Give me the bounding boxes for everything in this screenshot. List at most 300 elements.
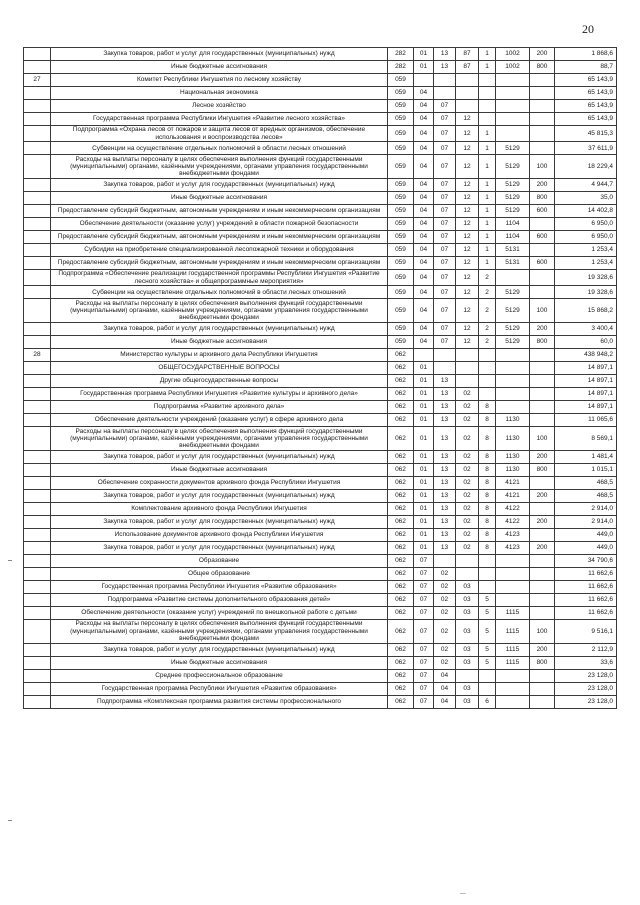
table-row	[24, 541, 617, 554]
code-grbs-cell: 059	[388, 126, 414, 142]
code-grbs-cell: 062	[388, 528, 414, 541]
row-number-cell	[24, 476, 51, 489]
code-section-cell: 07	[414, 669, 434, 682]
table-row	[24, 554, 617, 567]
item-name-cell: Субвенции на осуществление отдельных полномочий в области лесных отношений	[51, 286, 388, 299]
code-subprogram-cell: 1	[479, 178, 496, 191]
code-direction-cell	[496, 567, 530, 580]
item-name-cell: Закупка товаров, работ и услуг для государственных (муниципальных) нужд	[51, 178, 388, 191]
code-subprogram-cell: 1	[479, 230, 496, 243]
code-section-cell: 04	[414, 299, 434, 323]
table-row	[24, 286, 617, 299]
table-row	[24, 489, 617, 502]
item-name-cell: Предоставление субсидий бюджетным, автономным учреждениям и иным некоммерческим организациям	[51, 204, 388, 217]
code-section-cell: 01	[414, 541, 434, 554]
code-subprogram-cell	[479, 682, 496, 695]
code-section-cell: 04	[414, 155, 434, 179]
code-grbs-cell: 059	[388, 155, 414, 179]
code-program-cell: 03	[456, 580, 479, 593]
code-direction-cell: 1002	[496, 48, 530, 61]
code-grbs-cell: 059	[388, 87, 414, 100]
code-grbs-cell: 059	[388, 74, 414, 87]
row-number-cell	[24, 204, 51, 217]
code-section-cell: 04	[414, 87, 434, 100]
code-grbs-cell: 062	[388, 463, 414, 476]
row-number-cell	[24, 567, 51, 580]
amount-cell: 11 662,6	[555, 580, 617, 593]
code-grbs-cell: 062	[388, 593, 414, 606]
table-row	[24, 656, 617, 669]
table-row	[24, 400, 617, 413]
item-name-cell: Другие общегосударственные вопросы	[51, 374, 388, 387]
code-direction-cell	[496, 348, 530, 361]
code-grbs-cell: 062	[388, 387, 414, 400]
code-subprogram-cell	[479, 74, 496, 87]
code-subprogram-cell	[479, 554, 496, 567]
code-subsection-cell: 07	[434, 322, 456, 335]
code-direction-cell	[496, 74, 530, 87]
amount-cell: 6 950,0	[555, 230, 617, 243]
code-direction-cell: 5129	[496, 322, 530, 335]
code-direction-cell	[496, 100, 530, 113]
amount-cell: 23 128,0	[555, 695, 617, 708]
table-row	[24, 515, 617, 528]
row-number-cell	[24, 413, 51, 426]
code-program-cell: 02	[456, 450, 479, 463]
amount-cell: 11 662,6	[555, 606, 617, 619]
code-direction-cell	[496, 113, 530, 126]
code-program-cell: 03	[456, 682, 479, 695]
item-name-cell: Закупка товаров, работ и услуг для государственных (муниципальных) нужд	[51, 48, 388, 61]
code-expense-type-cell: 800	[530, 61, 555, 74]
code-subsection-cell: 13	[434, 61, 456, 74]
table-row	[24, 593, 617, 606]
code-grbs-cell: 059	[388, 191, 414, 204]
item-name-cell: Государственная программа Республики Ингушетия «Развитие лесного хозяйства»	[51, 113, 388, 126]
code-expense-type-cell	[530, 374, 555, 387]
code-section-cell: 01	[414, 515, 434, 528]
item-name-cell: Использование документов архивного фонда Республики Ингушетия	[51, 528, 388, 541]
item-name-cell: Субвенции на осуществление отдельных полномочий в области лесных отношений	[51, 142, 388, 155]
code-grbs-cell: 282	[388, 48, 414, 61]
code-expense-type-cell: 200	[530, 178, 555, 191]
code-subsection-cell	[434, 348, 456, 361]
code-expense-type-cell	[530, 87, 555, 100]
code-grbs-cell: 062	[388, 515, 414, 528]
amount-cell: 14 897,1	[555, 374, 617, 387]
code-subsection-cell: 13	[434, 502, 456, 515]
code-subsection-cell: 13	[434, 541, 456, 554]
table-row	[24, 113, 617, 126]
amount-cell: 18 229,4	[555, 155, 617, 179]
code-section-cell: 04	[414, 286, 434, 299]
code-direction-cell: 1115	[496, 619, 530, 643]
code-subprogram-cell: 8	[479, 413, 496, 426]
code-program-cell: 02	[456, 426, 479, 450]
table-row	[24, 387, 617, 400]
item-name-cell: Обеспечение деятельности (оказание услуг) учреждений в области пожарной безопасности	[51, 217, 388, 230]
item-name-cell: Среднее профессиональное образование	[51, 669, 388, 682]
code-grbs-cell: 059	[388, 335, 414, 348]
code-subsection-cell	[434, 74, 456, 87]
code-subsection-cell: 13	[434, 515, 456, 528]
code-subsection-cell: 07	[434, 335, 456, 348]
row-number-cell	[24, 191, 51, 204]
code-section-cell: 07	[414, 554, 434, 567]
row-number-cell	[24, 286, 51, 299]
code-subsection-cell	[434, 87, 456, 100]
table-row	[24, 567, 617, 580]
amount-cell: 11 662,6	[555, 593, 617, 606]
code-direction-cell: 1130	[496, 450, 530, 463]
row-number-cell	[24, 593, 51, 606]
code-subprogram-cell: 2	[479, 269, 496, 285]
code-subsection-cell: 07	[434, 299, 456, 323]
code-expense-type-cell	[530, 126, 555, 142]
code-section-cell: 01	[414, 476, 434, 489]
amount-cell: 6 950,0	[555, 217, 617, 230]
code-direction-cell: 1130	[496, 463, 530, 476]
code-grbs-cell: 059	[388, 230, 414, 243]
code-direction-cell: 5131	[496, 243, 530, 256]
code-subprogram-cell: 8	[479, 489, 496, 502]
code-subsection-cell: 07	[434, 230, 456, 243]
table-row	[24, 230, 617, 243]
item-name-cell: Субсидии на приобретение специализированной лесопожарной техники и оборудования	[51, 243, 388, 256]
code-section-cell: 04	[414, 256, 434, 269]
code-section-cell: 07	[414, 643, 434, 656]
code-section-cell: 01	[414, 426, 434, 450]
code-expense-type-cell: 800	[530, 191, 555, 204]
code-program-cell: 12	[456, 217, 479, 230]
code-section-cell: 07	[414, 619, 434, 643]
amount-cell: 11 662,6	[555, 567, 617, 580]
code-expense-type-cell	[530, 554, 555, 567]
code-direction-cell	[496, 593, 530, 606]
code-grbs-cell: 062	[388, 580, 414, 593]
item-name-cell: Закупка товаров, работ и услуг для государственных (муниципальных) нужд	[51, 643, 388, 656]
amount-cell: 2 112,9	[555, 643, 617, 656]
table-row	[24, 348, 617, 361]
code-subsection-cell: 07	[434, 100, 456, 113]
code-expense-type-cell	[530, 476, 555, 489]
code-program-cell: 12	[456, 322, 479, 335]
item-name-cell: Обеспечение деятельности (оказание услуг) учреждений по внешкольной работе с детьми	[51, 606, 388, 619]
code-direction-cell: 5129	[496, 155, 530, 179]
code-program-cell: 03	[456, 643, 479, 656]
code-section-cell: 04	[414, 322, 434, 335]
amount-cell: 35,0	[555, 191, 617, 204]
code-direction-cell: 4121	[496, 476, 530, 489]
code-section-cell: 01	[414, 528, 434, 541]
amount-cell: 11 065,6	[555, 413, 617, 426]
code-section-cell	[414, 348, 434, 361]
code-direction-cell	[496, 361, 530, 374]
code-program-cell: 02	[456, 541, 479, 554]
amount-cell: 1 481,4	[555, 450, 617, 463]
code-grbs-cell: 059	[388, 100, 414, 113]
code-expense-type-cell	[530, 593, 555, 606]
table-row	[24, 178, 617, 191]
code-direction-cell	[496, 269, 530, 285]
table-row	[24, 243, 617, 256]
code-expense-type-cell: 600	[530, 230, 555, 243]
code-subprogram-cell: 1	[479, 48, 496, 61]
row-number-cell: 28	[24, 348, 51, 361]
row-number-cell	[24, 269, 51, 285]
code-expense-type-cell	[530, 606, 555, 619]
code-grbs-cell: 059	[388, 286, 414, 299]
code-subsection-cell: 04	[434, 669, 456, 682]
code-section-cell: 01	[414, 361, 434, 374]
row-number-cell	[24, 100, 51, 113]
code-program-cell: 12	[456, 243, 479, 256]
table-row	[24, 450, 617, 463]
amount-cell: 8 569,1	[555, 426, 617, 450]
item-name-cell: Закупка товаров, работ и услуг для государственных (муниципальных) нужд	[51, 515, 388, 528]
code-subsection-cell: 02	[434, 643, 456, 656]
code-direction-cell	[496, 87, 530, 100]
row-number-cell	[24, 48, 51, 61]
code-direction-cell: 1130	[496, 413, 530, 426]
code-expense-type-cell	[530, 387, 555, 400]
code-subprogram-cell: 1	[479, 61, 496, 74]
item-name-cell: Иные бюджетные ассигнования	[51, 61, 388, 74]
code-expense-type-cell	[530, 682, 555, 695]
table-row	[24, 269, 617, 285]
page-number: 20	[582, 22, 594, 36]
code-subprogram-cell: 2	[479, 299, 496, 323]
code-direction-cell: 1115	[496, 606, 530, 619]
code-direction-cell: 1104	[496, 217, 530, 230]
item-name-cell: Расходы на выплаты персоналу в целях обеспечения выполнения функций государственными (муниципальными) органами, казёнными учреждениями, органами управления государственными внебюджетными фондами	[51, 299, 388, 323]
table-row	[24, 256, 617, 269]
code-section-cell: 04	[414, 178, 434, 191]
code-subprogram-cell: 2	[479, 335, 496, 348]
item-name-cell: Обеспечение деятельности учреждений (оказание услуг) в сфере архивного дела	[51, 413, 388, 426]
code-direction-cell	[496, 554, 530, 567]
code-program-cell: 12	[456, 142, 479, 155]
code-section-cell: 04	[414, 204, 434, 217]
code-expense-type-cell: 600	[530, 256, 555, 269]
item-name-cell: Закупка товаров, работ и услуг для государственных (муниципальных) нужд	[51, 450, 388, 463]
code-subsection-cell: 02	[434, 580, 456, 593]
code-direction-cell	[496, 580, 530, 593]
item-name-cell: Расходы на выплаты персоналу в целях обеспечения выполнения функций государственными (муниципальными) органами, казёнными учреждениями, органами управления государственными внебюджетными фондами	[51, 155, 388, 179]
code-direction-cell: 1115	[496, 656, 530, 669]
code-program-cell: 12	[456, 126, 479, 142]
code-expense-type-cell: 600	[530, 204, 555, 217]
code-subprogram-cell: 8	[479, 463, 496, 476]
row-number-cell	[24, 142, 51, 155]
row-number-cell	[24, 554, 51, 567]
code-section-cell: 01	[414, 48, 434, 61]
item-name-cell: Комплектование архивного фонда Республики Ингушетия	[51, 502, 388, 515]
code-grbs-cell: 059	[388, 299, 414, 323]
code-subprogram-cell: 6	[479, 695, 496, 708]
code-direction-cell	[496, 669, 530, 682]
row-number-cell	[24, 656, 51, 669]
code-expense-type-cell	[530, 669, 555, 682]
row-number-cell	[24, 606, 51, 619]
code-expense-type-cell: 800	[530, 335, 555, 348]
code-section-cell: 04	[414, 269, 434, 285]
code-section-cell: 07	[414, 656, 434, 669]
code-program-cell	[456, 100, 479, 113]
row-number-cell	[24, 387, 51, 400]
amount-cell: 2 914,0	[555, 515, 617, 528]
code-program-cell: 03	[456, 619, 479, 643]
code-direction-cell: 4122	[496, 515, 530, 528]
table-row	[24, 426, 617, 450]
code-expense-type-cell: 100	[530, 155, 555, 179]
amount-cell: 4 944,7	[555, 178, 617, 191]
code-subprogram-cell: 8	[479, 541, 496, 554]
table-row	[24, 217, 617, 230]
code-subprogram-cell: 1	[479, 191, 496, 204]
scan-mark	[460, 893, 466, 894]
code-subprogram-cell	[479, 669, 496, 682]
code-section-cell: 04	[414, 243, 434, 256]
code-grbs-cell: 062	[388, 619, 414, 643]
code-expense-type-cell	[530, 502, 555, 515]
code-subsection-cell: 13	[434, 387, 456, 400]
code-subprogram-cell: 5	[479, 606, 496, 619]
code-program-cell: 12	[456, 230, 479, 243]
row-number-cell	[24, 61, 51, 74]
code-expense-type-cell: 200	[530, 322, 555, 335]
code-section-cell: 04	[414, 230, 434, 243]
row-number-cell	[24, 643, 51, 656]
code-program-cell: 02	[456, 387, 479, 400]
row-number-cell	[24, 299, 51, 323]
item-name-cell: Подпрограмма «Развитие архивного дела»	[51, 400, 388, 413]
row-number-cell	[24, 489, 51, 502]
code-section-cell: 01	[414, 400, 434, 413]
table-row	[24, 87, 617, 100]
code-subsection-cell: 13	[434, 463, 456, 476]
row-number-cell	[24, 256, 51, 269]
code-expense-type-cell: 200	[530, 489, 555, 502]
code-expense-type-cell	[530, 361, 555, 374]
code-expense-type-cell	[530, 695, 555, 708]
code-direction-cell: 1115	[496, 643, 530, 656]
code-subprogram-cell: 1	[479, 204, 496, 217]
code-section-cell: 04	[414, 100, 434, 113]
code-subsection-cell: 07	[434, 142, 456, 155]
code-section-cell: 01	[414, 374, 434, 387]
row-number-cell	[24, 682, 51, 695]
code-direction-cell	[496, 126, 530, 142]
code-program-cell: 03	[456, 695, 479, 708]
item-name-cell: Национальная экономика	[51, 87, 388, 100]
code-subsection-cell: 07	[434, 243, 456, 256]
item-name-cell: Расходы на выплаты персоналу в целях обеспечения выполнения функций государственными (муниципальными) органами, казёнными учреждениями, органами управления государственными внебюджетными фондами	[51, 426, 388, 450]
amount-cell: 3 400,4	[555, 322, 617, 335]
code-grbs-cell: 062	[388, 489, 414, 502]
code-subsection-cell: 02	[434, 567, 456, 580]
code-section-cell: 01	[414, 502, 434, 515]
row-number-cell	[24, 361, 51, 374]
amount-cell: 33,6	[555, 656, 617, 669]
code-program-cell: 02	[456, 489, 479, 502]
code-section-cell	[414, 74, 434, 87]
code-subprogram-cell: 5	[479, 643, 496, 656]
code-expense-type-cell	[530, 243, 555, 256]
table-row	[24, 191, 617, 204]
code-subprogram-cell	[479, 100, 496, 113]
code-subsection-cell: 13	[434, 48, 456, 61]
code-subprogram-cell	[479, 374, 496, 387]
code-subprogram-cell: 8	[479, 476, 496, 489]
code-section-cell: 04	[414, 217, 434, 230]
code-program-cell: 12	[456, 113, 479, 126]
amount-cell: 65 143,9	[555, 74, 617, 87]
code-subsection-cell: 02	[434, 606, 456, 619]
code-subsection-cell: 07	[434, 113, 456, 126]
row-number-cell	[24, 669, 51, 682]
code-program-cell: 03	[456, 593, 479, 606]
code-subsection-cell: 13	[434, 400, 456, 413]
item-name-cell: Лесное хозяйство	[51, 100, 388, 113]
code-expense-type-cell: 200	[530, 48, 555, 61]
row-number-cell	[24, 450, 51, 463]
item-name-cell: Иные бюджетные ассигнования	[51, 656, 388, 669]
amount-cell: 449,0	[555, 541, 617, 554]
table-row	[24, 361, 617, 374]
code-grbs-cell: 062	[388, 400, 414, 413]
row-number-cell	[24, 515, 51, 528]
code-expense-type-cell: 200	[530, 643, 555, 656]
code-program-cell: 02	[456, 515, 479, 528]
code-expense-type-cell	[530, 400, 555, 413]
code-subprogram-cell: 8	[479, 515, 496, 528]
item-name-cell: Предоставление субсидий бюджетным, автономным учреждениям и иным некоммерческим организациям	[51, 230, 388, 243]
code-subprogram-cell	[479, 113, 496, 126]
row-number-cell	[24, 374, 51, 387]
amount-cell: 1 253,4	[555, 243, 617, 256]
code-subsection-cell: 04	[434, 695, 456, 708]
item-name-cell: Государственная программа Республики Ингушетия «Развитие образования»	[51, 580, 388, 593]
row-number-cell	[24, 502, 51, 515]
code-program-cell: 03	[456, 656, 479, 669]
item-name-cell: Иные бюджетные ассигнования	[51, 463, 388, 476]
code-subprogram-cell: 1	[479, 217, 496, 230]
code-section-cell: 01	[414, 61, 434, 74]
row-number-cell	[24, 463, 51, 476]
row-number-cell	[24, 619, 51, 643]
code-subsection-cell: 13	[434, 426, 456, 450]
table-row	[24, 100, 617, 113]
code-grbs-cell: 062	[388, 541, 414, 554]
code-section-cell: 04	[414, 113, 434, 126]
amount-cell: 468,5	[555, 476, 617, 489]
code-subprogram-cell: 1	[479, 256, 496, 269]
amount-cell: 45 815,3	[555, 126, 617, 142]
code-grbs-cell: 059	[388, 217, 414, 230]
code-subsection-cell: 02	[434, 656, 456, 669]
code-subsection-cell: 07	[434, 126, 456, 142]
item-name-cell: Подпрограмма «Комплексная программа развития системы профессионального	[51, 695, 388, 708]
item-name-cell: Государственная программа Республики Ингушетия «Развитие образования»	[51, 682, 388, 695]
code-subsection-cell: 07	[434, 191, 456, 204]
table-row	[24, 606, 617, 619]
code-grbs-cell: 062	[388, 567, 414, 580]
code-subsection-cell: 07	[434, 217, 456, 230]
table-row	[24, 126, 617, 142]
code-grbs-cell: 059	[388, 204, 414, 217]
code-subprogram-cell	[479, 87, 496, 100]
